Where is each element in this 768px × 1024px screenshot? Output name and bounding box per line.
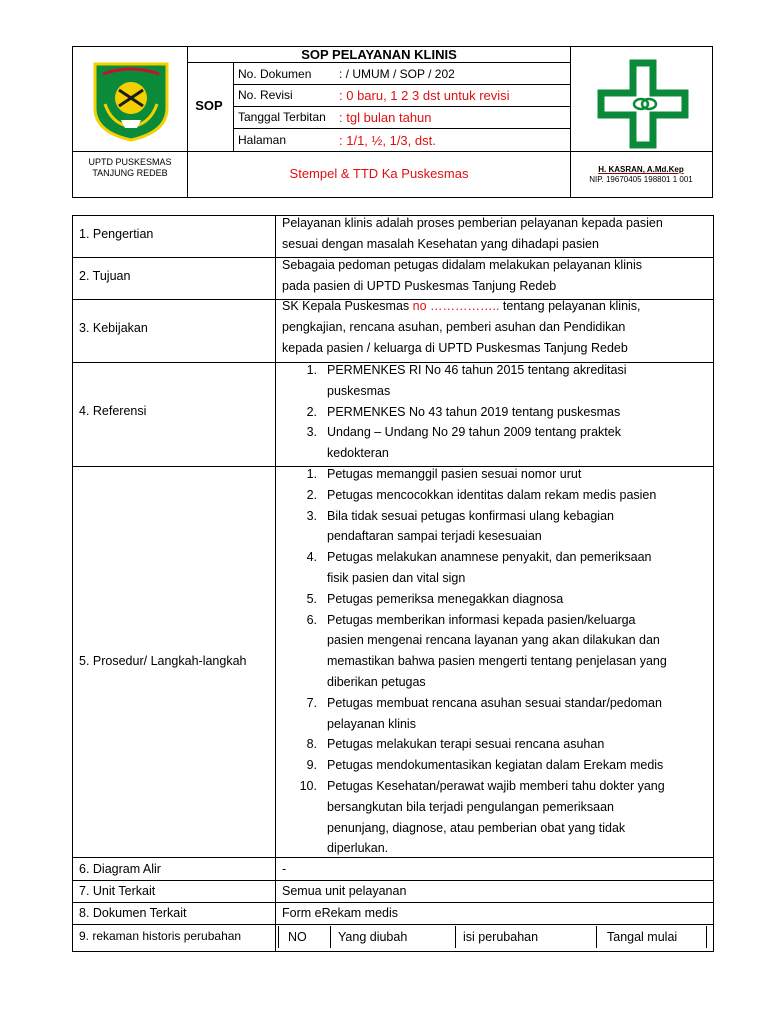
prosedur-item-line: diperlukan. [327, 841, 389, 856]
referensi-list [282, 360, 712, 464]
list-number: 4. [306, 550, 317, 565]
prosedur-item-line: pelayanan klinis [327, 716, 416, 731]
historis-col-content: isi perubahan [463, 930, 539, 944]
tujuan-label: 2. Tujuan [79, 269, 131, 283]
referensi-item-line: PERMENKES No 43 tahun 2019 tentang puskesmas [327, 404, 621, 419]
sop-label: SOP [195, 98, 223, 113]
historis-divider [596, 926, 597, 948]
referensi-item [282, 422, 712, 464]
tujuan-text [282, 255, 707, 297]
prosedur-item-line: Petugas mencocokkan identitas dalam rekam medis pasien [327, 487, 657, 502]
revision-key: No. Revisi [238, 88, 293, 102]
issue-date-value: : tgl bulan tahun [339, 110, 432, 125]
list-number: 2. [306, 487, 317, 502]
prosedur-item [282, 547, 712, 589]
prosedur-item-line: Petugas pemeriksa menegakkan diagnosa [327, 591, 564, 606]
prosedur-item-line: Petugas memanggil pasien sesuai nomor urut [327, 467, 582, 481]
table-border [72, 924, 714, 925]
list-number: 3. [306, 425, 317, 440]
sop-title: SOP PELAYANAN KLINIS [301, 47, 457, 62]
pengertian-text [282, 213, 707, 255]
header-divider [233, 84, 571, 85]
header-divider [187, 62, 571, 63]
prosedur-item-line: Petugas melakukan anamnese penyakit, dan pemeriksaan [327, 550, 652, 565]
table-border [275, 215, 276, 952]
pengertian-line: Pelayanan klinis adalah proses pemberian pelayanan kepada pasien [282, 216, 663, 230]
page-value: : 1/1, ½, 1/3, dst. [339, 133, 436, 148]
kebijakan-sk-number: no …………….. [412, 299, 500, 313]
kebijakan-line: pengkajian, rencana asuhan, pemberi asuhan dan Pendidikan [282, 319, 626, 334]
prosedur-item-line: bersangkutan bila terjadi pengulangan pemeriksaan [327, 799, 615, 814]
signer-nip: NIP. 19670405 198801 1 001 [589, 175, 693, 184]
prosedur-item-line: fisik pasien dan vital sign [327, 570, 466, 585]
prosedur-item-line: Petugas memberikan informasi kepada pasien/keluarga [327, 612, 636, 627]
prosedur-item-line: Bila tidak sesuai petugas konfirmasi ulang kebagian [327, 508, 614, 523]
dokumen-terkait-label: 8. Dokumen Terkait [79, 906, 187, 920]
historis-divider [706, 926, 707, 948]
list-number: 3. [306, 508, 317, 523]
pengertian-label: 1. Pengertian [79, 227, 154, 241]
kebijakan-line1-a: SK Kepala Puskesmas [282, 299, 413, 313]
unit-name-line1: UPTD PUSKESMAS [88, 157, 172, 167]
header-divider [233, 128, 571, 129]
list-number: 6. [306, 612, 317, 627]
prosedur-item-line: pendaftaran sampai terjadi kesesuaian [327, 529, 542, 544]
kebijakan-line: kepada pasien / keluarga di UPTD Puskesmas Tanjung Redeb [282, 340, 628, 355]
prosedur-item [282, 776, 712, 859]
regency-emblem-logo [91, 60, 171, 142]
kebijakan-line1-b: tentang pelayanan klinis, [499, 299, 641, 313]
prosedur-item-line: Petugas mendokumentasikan kegiatan dalam Erekam medis [327, 758, 664, 773]
referensi-item [282, 360, 712, 402]
signer-name: H. KASRAN, A.Md.Kep [598, 165, 684, 174]
referensi-label: 4. Referensi [79, 404, 147, 418]
dokumen-terkait-value: Form eRekam medis [282, 906, 398, 920]
list-number: 7. [306, 695, 317, 710]
issue-date-key: Tanggal Terbitan [238, 110, 326, 124]
prosedur-label: 5. Prosedur/ Langkah-langkah [79, 654, 247, 668]
header-divider [233, 106, 571, 107]
prosedur-item-line: pasien mengenai rencana layanan yang akan dilakukan dan [327, 633, 660, 648]
historis-col-changed: Yang diubah [338, 930, 408, 944]
list-number: 1. [306, 467, 317, 481]
doc-number-value: : / UMUM / SOP / 202 [339, 67, 455, 81]
prosedur-item [282, 589, 712, 610]
diagram-value: - [282, 862, 287, 876]
stamp-signature-placeholder: Stempel & TTD Ka Puskesmas [289, 166, 469, 181]
historis-label: 9. rekaman historis perubahan [79, 929, 242, 943]
signer-block [571, 165, 711, 185]
header-divider [233, 63, 234, 151]
table-border [72, 215, 73, 952]
list-number: 8. [306, 737, 317, 752]
list-number: 1. [306, 363, 317, 377]
prosedur-item-line: memastikan bahwa pasien mengerti tentang penjelasan yang [327, 654, 667, 669]
referensi-item-line: puskesmas [327, 383, 391, 398]
referensi-item [282, 402, 712, 423]
prosedur-item-line: diberikan petugas [327, 674, 426, 689]
list-number: 2. [306, 404, 317, 419]
kebijakan-text [282, 296, 707, 358]
sop-content-table [72, 215, 714, 952]
historis-divider [455, 926, 456, 948]
page-key: Halaman [238, 133, 287, 147]
prosedur-item [282, 610, 712, 693]
historis-table-header [278, 926, 708, 948]
historis-col-start-date: Tangal mulai [607, 930, 678, 944]
prosedur-item-line: penunjang, diagnose, atau pemberian obat yang tidak [327, 820, 626, 835]
diagram-label: 6. Diagram Alir [79, 862, 161, 876]
prosedur-item [282, 464, 712, 485]
unit-terkait-value: Semua unit pelayanan [282, 884, 407, 898]
sop-header-table [72, 46, 713, 198]
prosedur-item-line: Petugas membuat rencana asuhan sesuai standar/pedoman [327, 695, 662, 710]
tujuan-line: pada pasien di UPTD Puskesmas Tanjung Redeb [282, 278, 557, 293]
historis-divider [330, 926, 331, 948]
list-number: 9. [306, 758, 317, 773]
unit-terkait-label: 7. Unit Terkait [79, 884, 156, 898]
table-border [72, 951, 714, 952]
historis-divider [278, 926, 279, 948]
table-border [713, 215, 714, 952]
unit-name [73, 157, 187, 179]
prosedur-item [282, 485, 712, 506]
list-number: 10. [299, 778, 317, 793]
revision-value: : 0 baru, 1 2 3 dst untuk revisi [339, 88, 510, 103]
unit-name-line2: TANJUNG REDEB [92, 168, 168, 178]
doc-number-key: No. Dokumen [238, 67, 312, 81]
historis-col-no: NO [288, 930, 307, 944]
referensi-item-line: PERMENKES RI No 46 tahun 2015 tentang akreditasi [327, 363, 627, 377]
prosedur-item [282, 693, 712, 735]
prosedur-item-line: Petugas Kesehatan/perawat wajib memberi tahu dokter yang [327, 778, 665, 793]
prosedur-item [282, 506, 712, 548]
kebijakan-line [282, 296, 707, 317]
puskesmas-logo [597, 59, 689, 149]
prosedur-item-line: Petugas melakukan terapi sesuai rencana asuhan [327, 737, 605, 752]
list-number: 5. [306, 591, 317, 606]
prosedur-item [282, 734, 712, 755]
pengertian-line: sesuai dengan masalah Kesehatan yang dihadapi pasien [282, 236, 599, 251]
tujuan-line: Sebagaia pedoman petugas didalam melakukan pelayanan klinis [282, 258, 642, 272]
prosedur-list [282, 464, 712, 859]
prosedur-item [282, 755, 712, 776]
referensi-item-line: kedokteran [327, 446, 389, 461]
kebijakan-label: 3. Kebijakan [79, 321, 148, 335]
referensi-item-line: Undang – Undang No 29 tahun 2009 tentang praktek [327, 425, 621, 440]
